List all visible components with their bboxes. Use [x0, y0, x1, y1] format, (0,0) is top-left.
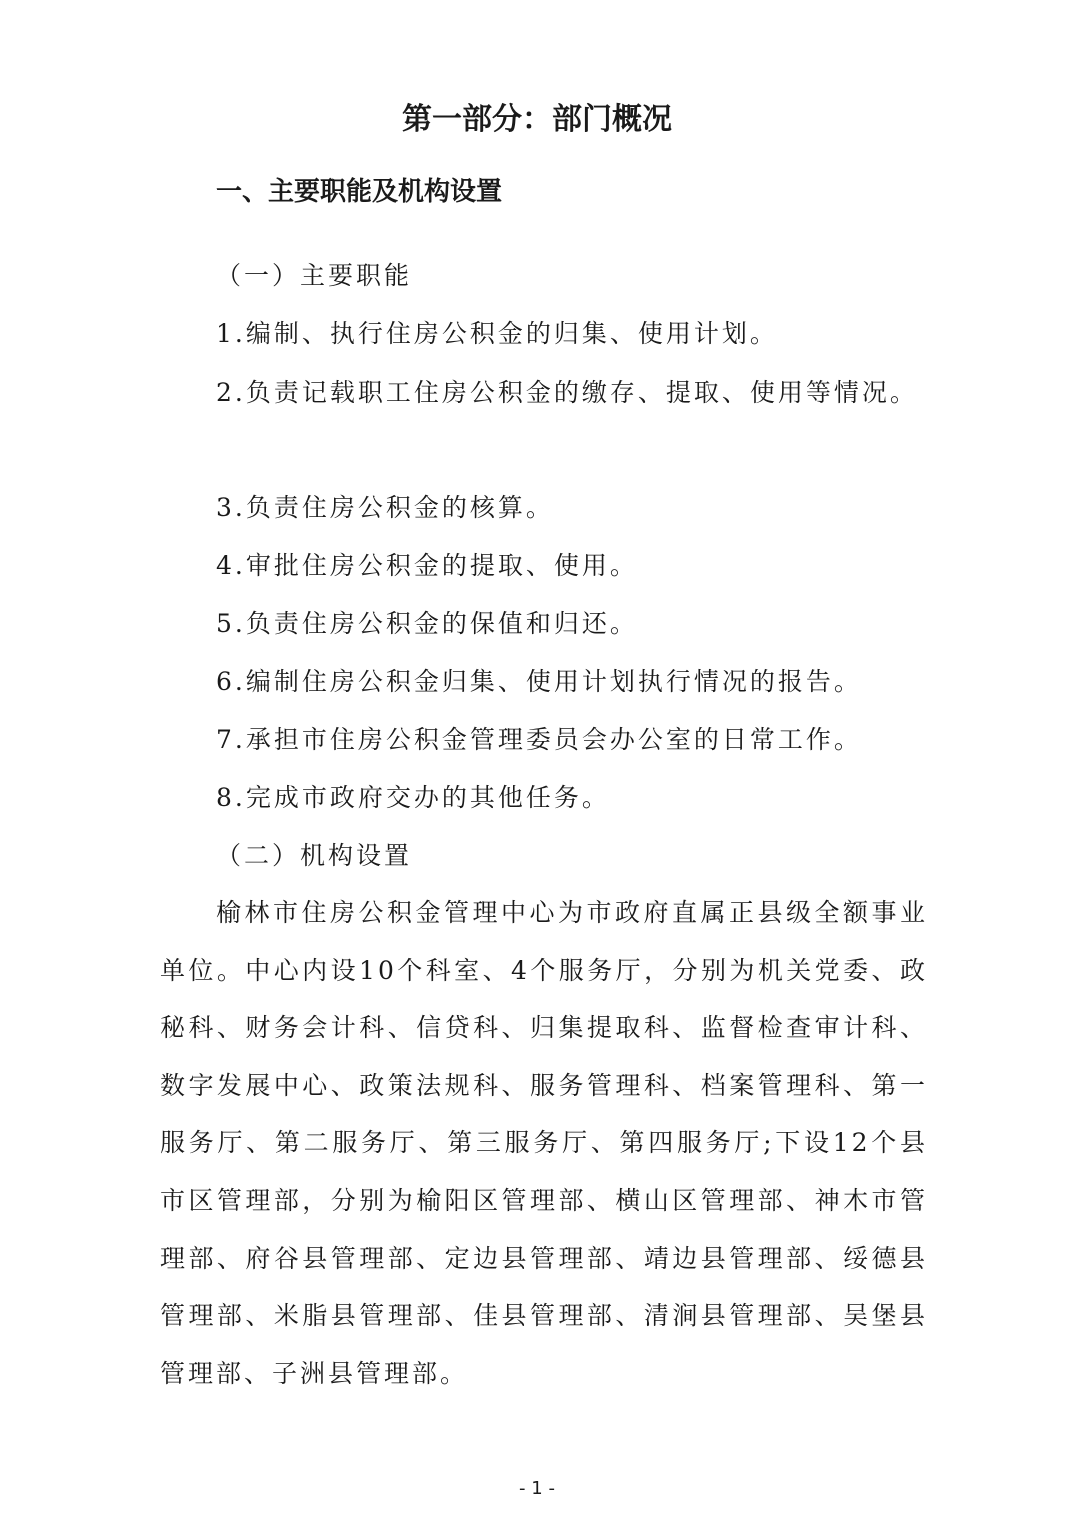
function-item-5: 5.负责住房公积金的保值和归还。 — [216, 609, 638, 638]
function-item-4: 4.审批住房公积金的提取、使用。 — [216, 551, 638, 580]
function-item-1: 1.编制、执行住房公积金的归集、使用计划。 — [216, 319, 778, 348]
function-item-3: 3.负责住房公积金的核算。 — [216, 493, 554, 522]
subsection-heading-functions: （一）主要职能 — [216, 261, 413, 290]
page-number: - 1 - — [519, 1478, 555, 1499]
function-item-2: 2.负责记载职工住房公积金的缴存、提取、使用等情况。 — [216, 378, 918, 407]
function-item-6: 6.编制住房公积金归集、使用计划执行情况的报告。 — [216, 667, 862, 696]
function-item-7: 7.承担市住房公积金管理委员会办公室的日常工作。 — [216, 725, 862, 754]
structure-paragraph: 榆林市住房公积金管理中心为市政府直属正县级全额事业单位。中心内设10个科室、4个服务厅，分别为机关党委、政秘科、财务会计科、信贷科、归集提取科、监督检查审计科、数字发展中心、政策法规科、服务管理科、档案管理科、第一服务厅、第二服务厅、第三服务厅、第四服务厅;下设12个县市区管理部，分别为榆阳区管理部、横山区管理部、神木市管理部、府谷县管理部、定边县管理部、靖边县管理部、绥德县管理部、米脂县管理部、佳县管理部、清涧县管理部、吴堡县管理部、子洲县管理部。 — [160, 898, 928, 1388]
function-item-8: 8.完成市政府交办的其他任务。 — [216, 783, 610, 812]
subsection-heading-structure: （二）机构设置 — [216, 841, 413, 870]
page-title: 第一部分：部门概况 — [402, 102, 672, 137]
section-heading: 一、主要职能及机构设置 — [216, 177, 503, 207]
